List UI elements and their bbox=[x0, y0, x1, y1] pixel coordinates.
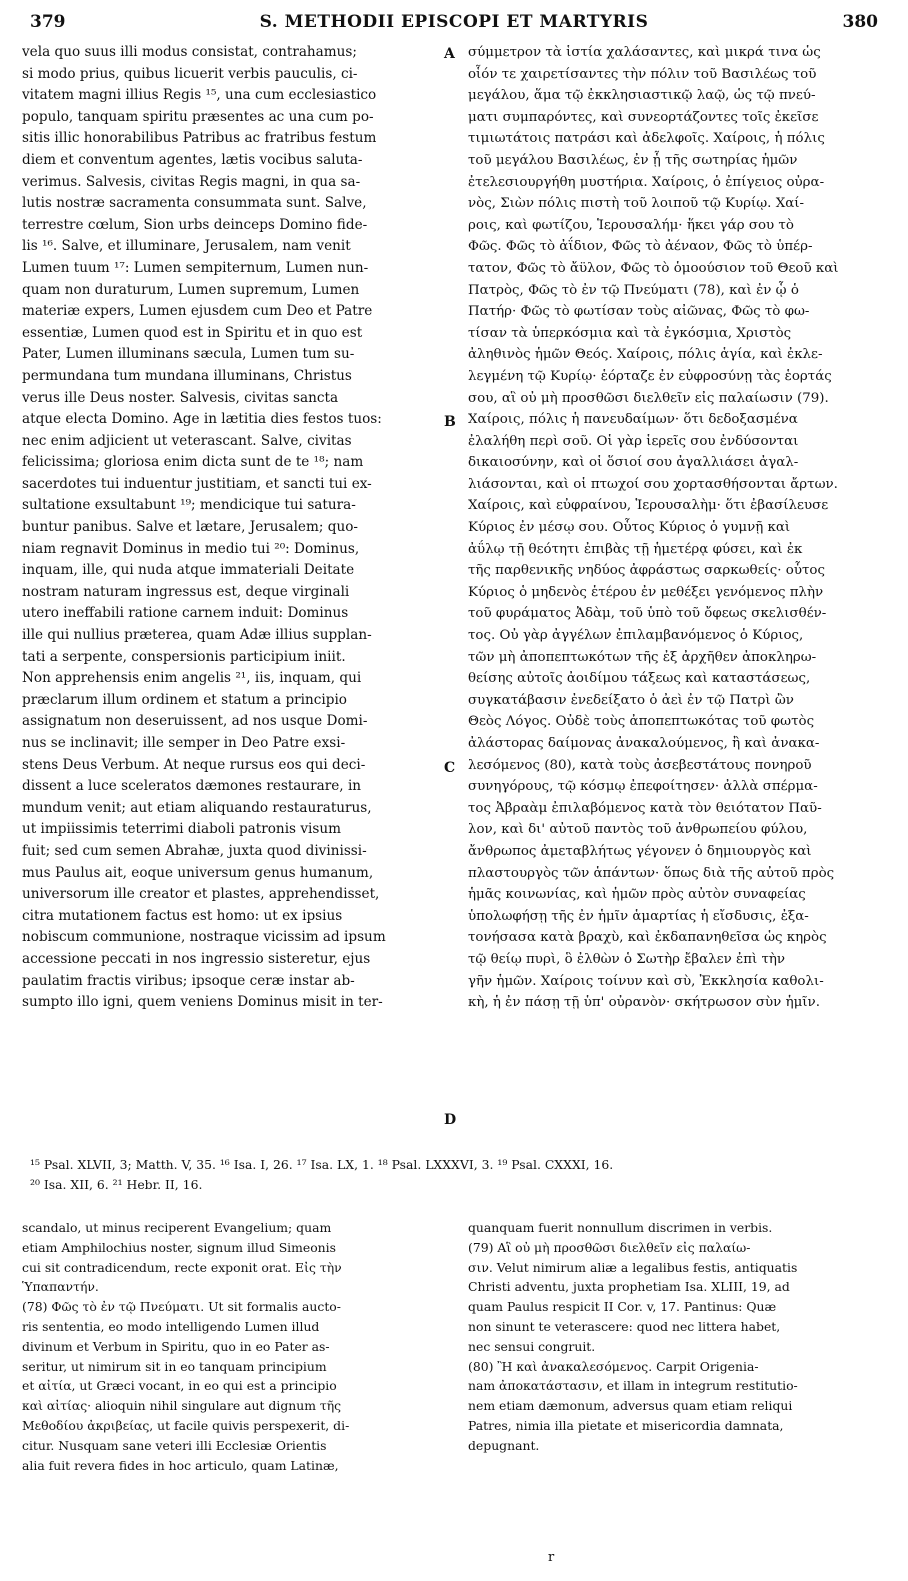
running-title: S. METHODII EPISCOPI ET MARTYRIS bbox=[259, 12, 649, 32]
latin-text-line: accessione peccati in nos ingressio sisteretur, ejus bbox=[22, 950, 371, 967]
latin-text-line: terrestre cœlum, Sion urbs deinceps Domino fide- bbox=[22, 216, 368, 233]
latin-text-line: assignatum non deseruissent, ad nos usque Domi- bbox=[22, 713, 368, 730]
note-text-line: ris sententia, eo modo intelligendo Lumen illud bbox=[22, 1318, 320, 1334]
latin-text-line: verus ille Deus noster. Salvesis, civitas sancta bbox=[22, 389, 339, 406]
note-text-line: et αἰτία, ut Græci vocant, in eo qui est a principio bbox=[22, 1378, 337, 1394]
margin-marker-a: A bbox=[444, 46, 455, 62]
latin-text-line: vela quo suus illi modus consistat, contrahamus; bbox=[22, 44, 357, 60]
greek-text-line: τος. Οὐ γὰρ ἀγγέλων ἐπιλαμβανόμενος ὁ Κύριος, bbox=[468, 628, 804, 644]
latin-text-line: Lumen tuum ¹⁷: Lumen sempiternum, Lumen nun- bbox=[22, 259, 369, 276]
note-text-line: scandalo, ut minus reciperent Evangelium; quam bbox=[22, 1220, 332, 1235]
note-text-line: cui sit contradicendum, recte exponit orat. Εἰς τὴν bbox=[22, 1259, 342, 1275]
latin-text-line: sultatione exsultabunt ¹⁹; mendicique tui saturа- bbox=[22, 497, 356, 514]
greek-text-line: λεσόμενος (80), κατὰ τοὺς ἀσεβεστάτους πονηροῦ bbox=[468, 757, 812, 773]
latin-text-line: Non apprehensis enim angelis ²¹, iis, inquam, qui bbox=[22, 670, 362, 687]
latin-column bbox=[22, 42, 440, 1014]
note-text-line: (80) Ἢ καὶ ἀνακαλεσόμενος. Carpit Origenia- bbox=[468, 1358, 759, 1374]
greek-text-line: σου, αἳ οὐ μὴ προσθῶσι διελθεῖν εἰς παλαίωσιν (79). bbox=[468, 390, 829, 406]
greek-text-line: ἐλαλήθη περὶ σοῦ. Οἱ γὰρ ἱερεῖς σου ἐνδύσονται bbox=[468, 433, 799, 449]
latin-text-line: dissent a luce sceleratos dæmones restaurare, in bbox=[22, 778, 362, 795]
greek-text-line: γῆν ἡμῶν. Χαίροις τοίνυν καὶ σὺ, Ἐκκλησία καθολι- bbox=[468, 973, 824, 989]
greek-text-line: τιμιωτάτοις πατράσι καὶ ἀδελφοῖς. Χαίροις, ἡ πόλις bbox=[468, 131, 825, 147]
greek-text-line: οἷόν τε χαιρετίσαντες τὴν πόλιν τοῦ Βασιλέως τοῦ bbox=[468, 66, 817, 82]
note-text-line: non sinunt te veterascere: quod nec littera habet, bbox=[468, 1318, 781, 1334]
scripture-reference-line: ²⁰ Isa. XII, 6. ²¹ Hebr. II, 16. bbox=[30, 1177, 203, 1192]
note-text-line: (79) Αἳ οὐ μὴ προσθῶσι διελθεῖν εἰς παλαίω- bbox=[468, 1239, 751, 1255]
scripture-references bbox=[30, 1155, 878, 1195]
note-text-line: quanquam fuerit nonnullum discrimen in verbis. bbox=[468, 1220, 773, 1235]
latin-text-line: nus se inclinavit; ille semper in Deo Patre exsi- bbox=[22, 735, 346, 751]
latin-text-line: stens Deus Verbum. At neque rursus eos qui deci- bbox=[22, 756, 366, 773]
latin-text-line: buntur panibus. Salve et lætare, Jerusalem; quo- bbox=[22, 519, 358, 536]
greek-text-line: Φῶς. Φῶς τὸ ἀΐδιον, Φῶς τὸ ἀέναον, Φῶς τὸ ὑπέρ- bbox=[468, 239, 813, 255]
greek-text-line: Κύριος ἐν μέσῳ σου. Οὗτος Κύριος ὁ γυμνῇ καὶ bbox=[468, 520, 791, 536]
greek-text-line: ἀληθινὸς ἡμῶν Θεός. Χαίροις, πόλις ἁγία, καὶ ἐκλε- bbox=[468, 347, 823, 363]
latin-text-line: quam non duraturum, Lumen supremum, Lumen bbox=[22, 281, 360, 298]
greek-text-line: τοῦ μεγάλου Βασιλέως, ἐν ᾗ τῆς σωτηρίας ἡμῶν bbox=[468, 152, 798, 168]
latin-text-line: citra mutationem factus est homo: ut ex ipsius bbox=[22, 907, 343, 924]
greek-text-line: Πατρὸς, Φῶς τὸ ἐν τῷ Πνεύματι (78), καὶ ἐν ᾧ ὁ bbox=[468, 282, 799, 298]
scripture-reference-line: ¹⁵ Psal. XLVII, 3; Matth. V, 35. ¹⁶ Isa. I, 26. ¹⁷ Isa. LX, 1. ¹⁸ Psal. LXXXVI, 3. ¹⁹ Psal. CXXXI, 16. bbox=[30, 1157, 614, 1172]
note-text-line: Christi adventu, juxta prophetiam Isa. XLIII, 19, ad bbox=[468, 1279, 790, 1295]
greek-text-line: Θεὸς Λόγος. Οὐδὲ τοὺς ἀποπεπτωκότας τοῦ φωτὸς bbox=[468, 714, 815, 730]
greek-text-line: κὴ, ἡ ἐν πάσῃ τῇ ὑπ' οὐρανὸν· σκήτρωσον σὺν ἡμῖν. bbox=[468, 995, 820, 1011]
latin-text-line: permundana tum mundana illuminans, Christus bbox=[22, 367, 352, 384]
greek-text-line: λεγμένη τῷ Κυρίῳ· ἑόρταζε ἐν εὐφροσύνῃ τὰς ἑορτάς bbox=[468, 368, 832, 384]
notes-left-column bbox=[22, 1218, 440, 1475]
note-text-line: σιν. Velut nimirum aliæ a legalibus festis, antiquatis bbox=[468, 1259, 798, 1275]
latin-text-line: essentiæ, Lumen quod est in Spiritu et in quo est bbox=[22, 324, 363, 341]
note-text-line: Μεθοδίου ἀκριβείας, ut facile quivis perspexerit, di- bbox=[22, 1417, 350, 1433]
note-text-line: Ὑπαπαντήν. bbox=[22, 1279, 99, 1295]
latin-text-line: nobiscum communione, nostraque vicissim ad ipsum bbox=[22, 929, 386, 946]
latin-text-line: atque electa Domino. Age in lætitia dies festos tuos: bbox=[22, 411, 382, 428]
greek-text-line: ματι συμπαρόντες, καὶ συνεορτάζοντες τοῖς ἐκεῖσε bbox=[468, 109, 819, 125]
page-header bbox=[30, 12, 878, 38]
signature-mark: r bbox=[548, 1550, 555, 1565]
latin-text-line: vitatem magni illius Regis ¹⁵, una cum ecclesiastico bbox=[22, 87, 377, 104]
greek-text-line: τίσαν τὰ ὑπερκόσμια καὶ τὰ ἐγκόσμια, Χριστὸς bbox=[468, 325, 792, 341]
latin-text-line: præclarum illum ordinem et statum a principio bbox=[22, 691, 347, 708]
latin-text-line: lutis nostræ sacramenta consummata sunt. Salve, bbox=[22, 195, 367, 212]
latin-text-line: nec enim adjicient ut veterascant. Salve, civitas bbox=[22, 432, 352, 449]
latin-text-line: nostram naturam ingressus est, deque virginali bbox=[22, 583, 350, 600]
latin-text-line: paulatim fractis viribus; ipsoque ceræ instar ab- bbox=[22, 972, 355, 989]
note-text-line: etiam Amphilochius noster, signum illud Simeonis bbox=[22, 1239, 336, 1255]
note-text-line: nam ἀποκατάστασιν, et illam in integrum restitutio- bbox=[468, 1378, 798, 1394]
greek-text-line: σύμμετρον τὰ ἱστία χαλάσαντες, καὶ μικρά τινα ὡς bbox=[468, 45, 821, 60]
greek-text-line: τατον, Φῶς τὸ ἄϋλον, Φῶς τὸ ὁμοούσιον τοῦ Θεοῦ καὶ bbox=[468, 260, 839, 276]
greek-text-line: Πατήρ· Φῶς τὸ φωτίσαν τοὺς αἰῶνας, Φῶς τὸ φω- bbox=[468, 304, 810, 320]
note-text-line: nem etiam dæmonum, adversus quam etiam reliqui bbox=[468, 1398, 793, 1414]
latin-text-line: mundum venit; aut etiam aliquando restauraturus, bbox=[22, 799, 372, 816]
margin-marker-d: D bbox=[444, 1112, 457, 1128]
greek-text-line: ἐτελεσιουργήθη μυστήρια. Χαίροις, ὁ ἐπίγειος οὐρα- bbox=[468, 174, 825, 190]
greek-text-line: ἡμᾶς κοινωνίας, καὶ ἡμῶν πρὸς αὐτὸν συναφείας bbox=[468, 887, 806, 903]
greek-text-line: τονήσασα κατὰ βραχὺ, καὶ ἐκδαπανηθεῖσα ὡς κηρὸς bbox=[468, 930, 827, 946]
note-text-line: quam Paulus respicit II Cor. v, 17. Pantinus: Quæ bbox=[468, 1299, 777, 1315]
greek-text-line: τοῦ φυράματος Ἀδὰμ, τοῦ ὑπὸ τοῦ ὄφεως σκελισθέν- bbox=[468, 606, 827, 622]
latin-text-line: populo, tanquam spiritu præsentes ac una cum po- bbox=[22, 108, 374, 125]
greek-text-line: τῷ θείῳ πυρὶ, ὃ ἐλθὼν ὁ Σωτὴρ ἔβαλεν ἐπὶ τὴν bbox=[468, 951, 786, 967]
notes-right-column bbox=[468, 1218, 880, 1456]
latin-text-line: diem et conventum agentes, lætis vocibus saluta- bbox=[22, 151, 363, 168]
note-text-line: alia fuit revera fides in hoc articulo, quam Latinæ, bbox=[22, 1457, 339, 1473]
latin-text-line: sacerdotes tui induentur justitiam, et sancti tui ex- bbox=[22, 475, 372, 492]
note-text-line: nec sensui congruit. bbox=[468, 1338, 596, 1354]
greek-text-line: συγκατάβασιν ἐνεδείξατο ὁ ἀεὶ ἐν τῷ Πατρὶ ὢν bbox=[468, 692, 794, 708]
latin-text-line: ut impiissimis teterrimi diaboli patronis visum bbox=[22, 821, 341, 838]
greek-text-line: συνηγόρους, τῷ κόσμῳ ἐπεφοίτησεν· ἀλλὰ σπέρμα- bbox=[468, 779, 818, 795]
greek-text-line: ὑπολωφήσῃ τῆς ἐν ἡμῖν ἁμαρτίας ἡ εἴσδυσις, ἐξα- bbox=[468, 908, 809, 924]
greek-text-line: Χαίροις, πόλις ἡ πανευδαίμων· ὅτι δεδοξασμένα bbox=[468, 412, 798, 428]
latin-text-line: Pater, Lumen illuminans sæcula, Lumen tum su- bbox=[22, 346, 355, 363]
latin-text-line: inquam, ille, qui nuda atque immateriali Deitate bbox=[22, 562, 355, 579]
latin-text-line: sumpto illo igni, quem veniens Dominus misit in ter- bbox=[22, 994, 383, 1011]
latin-text-line: ille qui nullius præterea, quam Adæ illius supplan- bbox=[22, 627, 372, 644]
greek-text-line: μεγάλου, ἅμα τῷ ἐκκλησιαστικῷ λαῷ, ὡς τῷ πνεύ- bbox=[468, 88, 816, 104]
greek-text-line: λιάσονται, καὶ οἱ πτωχοί σου χορτασθήσονται ἄρτων. bbox=[468, 476, 838, 492]
latin-text-line: universorum ille creator et plastes, apprehendisset, bbox=[22, 886, 380, 903]
latin-text-line: verimus. Salvesis, civitas Regis magni, in qua sa- bbox=[22, 173, 361, 190]
greek-text-line: νὸς, Σιὼν πόλις πιστὴ τοῦ λοιποῦ τῷ Κυρίῳ. Χαί- bbox=[468, 196, 805, 212]
margin-marker-b: B bbox=[444, 414, 456, 430]
greek-text-line: θείσης αὐτοῖς ἀοιδίμου τάξεως καὶ καταστάσεως, bbox=[468, 671, 811, 687]
greek-text-line: Χαίροις, καὶ εὐφραίνου, Ἱερουσαλὴμ· ὅτι ἐβασίλευσε bbox=[468, 498, 829, 514]
latin-text-line: felicissima; gloriosa enim dicta sunt de te ¹⁸; nam bbox=[22, 454, 364, 471]
greek-text-line: ἀΰλῳ τῇ θεότητι ἐπιβὰς τῇ ἡμετέρᾳ φύσει, καὶ ἐκ bbox=[468, 541, 803, 557]
latin-text-line: mus Paulus ait, eoque universum genus humanum, bbox=[22, 864, 374, 881]
greek-text-line: ἄνθρωπος ἀμεταβλήτως γέγονεν ὁ δημιουργὸς καὶ bbox=[468, 843, 812, 859]
note-text-line: citur. Nusquam sane veteri illi Ecclesiæ Orientis bbox=[22, 1437, 327, 1453]
note-text-line: depugnant. bbox=[468, 1437, 540, 1453]
note-text-line: divinum et Verbum in Spiritu, quo in eo Pater as- bbox=[22, 1338, 330, 1354]
note-text-line: Patres, nimia illa pietate et misericordia damnata, bbox=[468, 1417, 784, 1433]
greek-text-line: τῶν μὴ ἀποπεπτωκότων τῆς ἐξ ἀρχῆθεν ἀποκληρω- bbox=[468, 649, 817, 665]
latin-text-line: sitis illic honorabilibus Patribus ac fratribus festum bbox=[22, 130, 377, 147]
greek-text-line: τῆς παρθενικῆς νηδύος ἀφράστως σαρκωθείς· οὗτος bbox=[468, 563, 825, 579]
greek-text-line: τος Ἀβραὰμ ἐπιλαβόμενος κατὰ τὸν θειότατον Παῦ- bbox=[468, 800, 822, 816]
page-number-right: 380 bbox=[842, 12, 878, 32]
latin-text-line: tati a serpente, conspersionis participium iniit. bbox=[22, 648, 346, 665]
greek-text-line: ροις, καὶ φωτίζου, Ἱερουσαλήμ· ἥκει γάρ σου τὸ bbox=[468, 217, 794, 233]
latin-text-line: materiæ expers, Lumen ejusdem cum Deo et Patre bbox=[22, 303, 373, 320]
greek-text-line: πλαστουργὸς τῶν ἁπάντων· ὅπως διὰ τῆς αὐτοῦ πρὸς bbox=[468, 865, 835, 881]
note-text-line: (78) Φῶς τὸ ἐν τῷ Πνεύματι. Ut sit formalis aucto- bbox=[22, 1299, 341, 1315]
margin-marker-c: C bbox=[444, 760, 456, 776]
latin-text-line: niam regnavit Dominus in medio tui ²⁰: Dominus, bbox=[22, 540, 360, 557]
latin-text-line: fuit; sed cum semen Abrahæ, juxta quod divinissi- bbox=[22, 842, 367, 859]
greek-text-line: Κύριος ὁ μηδενὸς ἑτέρου ἐν μεθέξει γενόμενος πλὴν bbox=[468, 584, 824, 600]
greek-column bbox=[468, 42, 880, 1014]
latin-text-line: si modo prius, quibus licuerit verbis pauculis, ci- bbox=[22, 65, 358, 82]
latin-text-line: utero ineffabili ratione carnem induit: Dominus bbox=[22, 605, 349, 622]
greek-text-line: ἀλάστορας δαίμονας ἀνακαλούμενος, ἢ καὶ ἀνακα- bbox=[468, 736, 820, 751]
greek-text-line: δικαιοσύνην, καὶ οἱ ὅσιοί σου ἀγαλλιάσει ἀγαλ- bbox=[468, 455, 799, 471]
latin-text-line: lis ¹⁶. Salve, et illuminare, Jerusalem, nam venit bbox=[22, 238, 351, 255]
greek-text-line: λον, καὶ δι' αὐτοῦ παντὸς τοῦ ἀνθρωπείου φύλου, bbox=[468, 822, 808, 838]
page-number-left: 379 bbox=[30, 12, 66, 32]
note-text-line: seritur, ut nimirum sit in eo tanquam principium bbox=[22, 1358, 327, 1374]
note-text-line: καὶ αἰτίας· alioquin nihil singulare aut dignum τῆς bbox=[22, 1398, 342, 1414]
